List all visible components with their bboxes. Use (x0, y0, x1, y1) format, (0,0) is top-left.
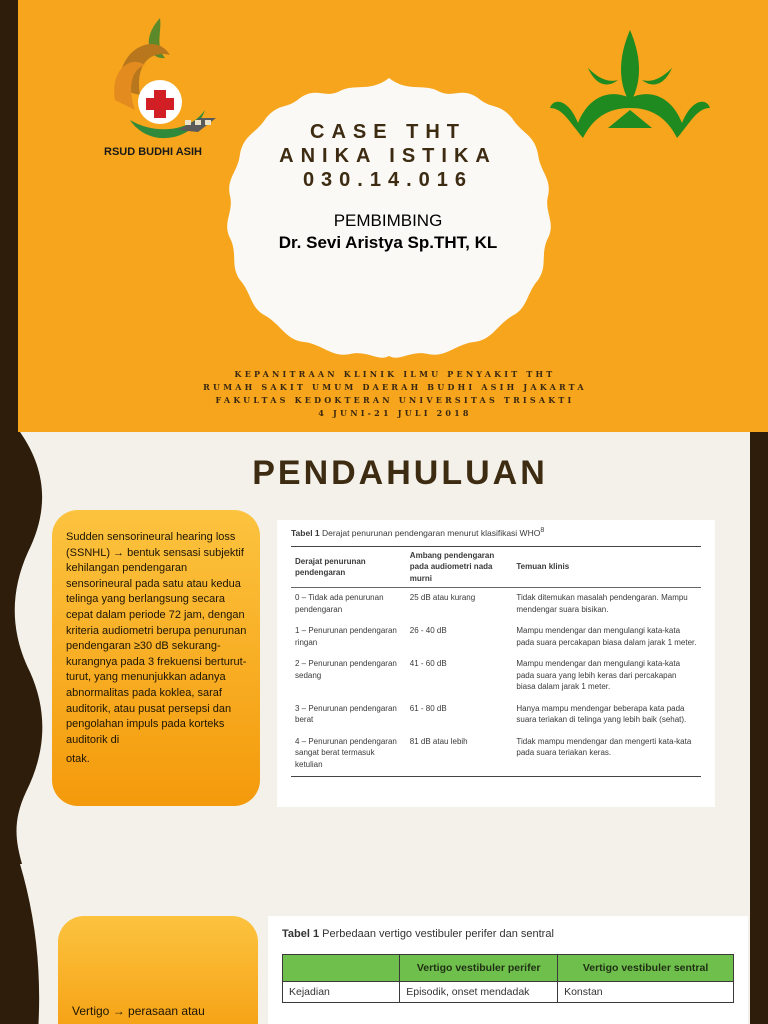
table-cell: 1 – Penurunan pendengaran ringan (295, 626, 397, 647)
table-cell: 26 - 40 dB (409, 626, 447, 636)
definition-text (66, 530, 252, 768)
footer-line-1: KEPANITRAAN KLINIK ILMU PENYAKIT THT (234, 369, 556, 379)
title-line-case: CASE THT (310, 121, 466, 143)
table-cell: Konstan (558, 982, 734, 1003)
table-header-row (291, 546, 701, 588)
title-footer (150, 368, 640, 420)
pembimbing-label: PEMBIMBING (333, 211, 443, 230)
table-cell: Kejadian (283, 982, 400, 1003)
caption-text: Perbedaan vertigo vestibuler perifer dan sentral (322, 928, 554, 940)
definition-body: Sudden sensorineural hearing loss (SSNHL) → bentuk sensasi subjektif kehilangan pendengaran sensorineural pada satu atau kedua telinga yang berlangsung secara cepat dalam periode 72 jam, dengan kriteria audiometri berupa penurunan pendengaran ≥30 dB sekurang-kurangnya pada 3 frekuensi berturut-turut, yang menunjukkan adanya abnormalitas pada koklea, saraf auditorik, atau pusat persepsi dan pengolahan impuls pada korteks auditorik di (66, 531, 247, 746)
logo-left-text: RSUD BUDHI ASIH (104, 146, 202, 158)
rsud-budhi-asih-logo (100, 10, 230, 160)
header-perifer: Vertigo vestibuler perifer (400, 955, 558, 982)
trisakti-logo (548, 28, 713, 148)
table-cell: 25 dB atau kurang (409, 593, 476, 603)
header-sentral: Vertigo vestibuler sentral (558, 955, 734, 982)
table-row (291, 588, 701, 622)
who-table-caption (291, 526, 701, 538)
who-table-card (277, 520, 715, 807)
title-slide (0, 0, 768, 432)
caption-sup: 8 (540, 526, 545, 534)
table-cell: Tidak mampu mendengar dan mengerti kata-kata pada suara teriakan keras. (512, 732, 701, 777)
left-wave-border (0, 864, 48, 1024)
caption-text: Derajat penurunan pendengaran menurut klasifikasi WHO (322, 527, 541, 538)
footer-line-4: 4 JUNI-21 JULI 2018 (318, 408, 472, 418)
pembimbing-block (240, 210, 536, 254)
table-cell: 81 dB atau lebih (406, 732, 513, 777)
table-cell: Mampu mendengar dan mengulangi kata-kata pada suara yang lebih keras dari percakapan biasa dalam jarak 1 meter. (516, 659, 681, 692)
table-row (283, 982, 734, 1003)
table-cell: Hanya mampu mendengar beberapa kata pada suara teriakan di telinga yang lebih baik (sehat). (516, 703, 687, 725)
header-empty (283, 955, 400, 982)
vertigo-text: Vertigo → perasaan atau (72, 1004, 205, 1018)
footer-line-3: FAKULTAS KEDOKTERAN UNIVERSITAS TRISAKTI (215, 395, 575, 405)
table-row (291, 699, 701, 732)
right-accent-bar (750, 432, 768, 864)
vertigo-table-caption (282, 928, 734, 940)
caption-label: Tabel 1 (291, 527, 320, 538)
table-cell: 4 – Penurunan pendengaran sangat berat termasuk ketulian (291, 732, 406, 777)
pembimbing-name: Dr. Sevi Aristya Sp.THT, KL (278, 233, 498, 252)
title-line-name: ANIKA ISTIKA (279, 145, 497, 167)
table-cell: Tidak ditemukan masalah pendengaran. Mampu mendengar suara bisikan. (516, 593, 688, 614)
footer-line-2: RUMAH SAKIT UMUM DAERAH BUDHI ASIH JAKARTA (203, 382, 587, 392)
right-accent-bar (750, 864, 768, 1024)
vertigo-slide (0, 864, 768, 1024)
table-header-row (283, 955, 734, 982)
table-cell: 41 - 60 dB (409, 659, 447, 669)
table-cell: Mampu mendengar dan mengulangi kata-kata pada suara percakapan biasa dalam jarak 1 meter. (516, 626, 697, 647)
vertigo-table (282, 954, 734, 1003)
table-row (291, 621, 701, 654)
table-cell: 2 – Penurunan pendengaran sedang (295, 659, 397, 680)
table-cell: 61 - 80 dB (409, 703, 447, 713)
header-ambang: Ambang pendengaran pada audiometri nada murni (406, 546, 513, 588)
title-line-nim: 030.14.016 (302, 169, 474, 191)
header-temuan: Temuan klinis (512, 546, 701, 588)
table-cell: 3 – Penurunan pendengaran berat (295, 703, 397, 725)
left-wave-border (0, 432, 48, 864)
table-row (291, 732, 701, 777)
left-accent-bar (0, 0, 18, 432)
table-cell: 0 – Tidak ada penurunan pendengaran (295, 593, 384, 614)
slide-heading: PENDAHULUAN (252, 454, 548, 492)
case-title (240, 120, 536, 192)
who-hearing-table (291, 546, 701, 778)
header-derajat: Derajat penurunan pendengaran (291, 546, 406, 588)
table-row (291, 654, 701, 699)
table-cell: Episodik, onset mendadak (400, 982, 558, 1003)
vertigo-table-card (268, 916, 748, 1024)
pendahuluan-slide (0, 432, 768, 864)
caption-label: Tabel 1 (282, 928, 320, 940)
definition-last-word: otak. (66, 753, 90, 766)
